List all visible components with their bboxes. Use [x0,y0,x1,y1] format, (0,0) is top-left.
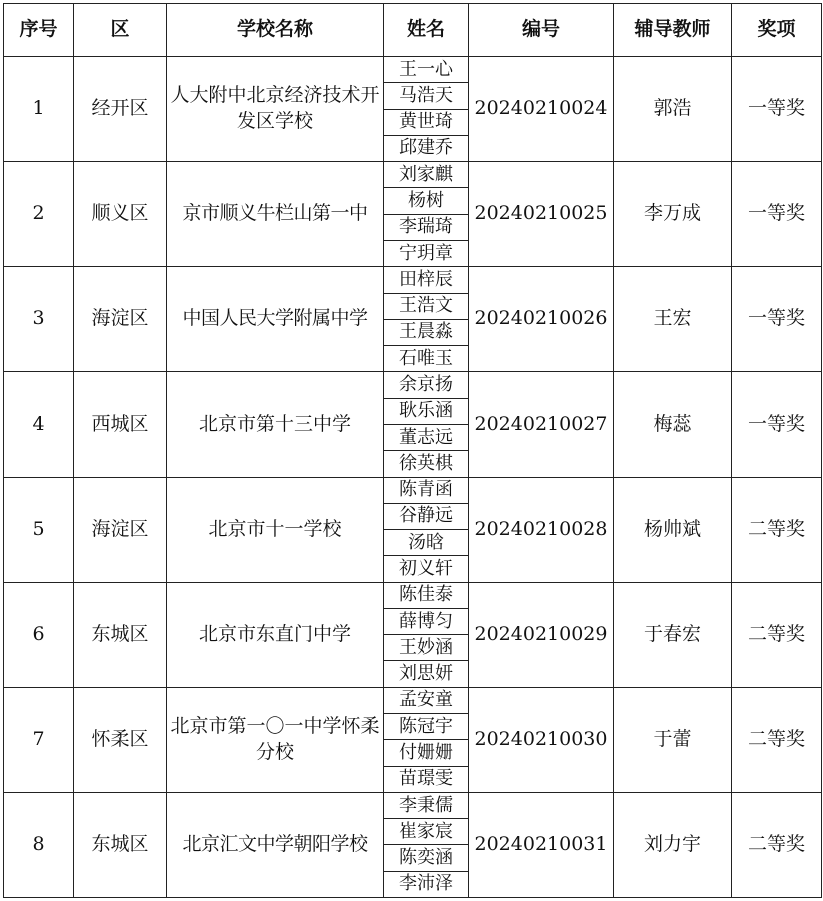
row-teacher: 杨帅斌 [614,477,732,582]
student-name: 王妙涵 [384,635,468,661]
row-teacher: 梅蕊 [614,372,732,477]
row-names [384,687,469,792]
row-code: 20240210026 [469,267,614,372]
table-row [4,372,822,477]
table-row [4,792,822,897]
row-teacher: 王宏 [614,267,732,372]
row-district: 海淀区 [74,477,167,582]
row-index: 2 [4,162,74,267]
row-code: 20240210025 [469,162,614,267]
student-name: 余京扬 [384,372,468,398]
header-award: 奖项 [732,4,822,57]
student-name: 刘家麒 [384,162,468,188]
row-code: 20240210029 [469,582,614,687]
row-award: 二等奖 [732,582,822,687]
header-code: 编号 [469,4,614,57]
student-name: 李秉儒 [384,793,468,819]
table-row [4,582,822,687]
row-district: 西城区 [74,372,167,477]
student-name: 李瑞琦 [384,215,468,241]
student-name: 邱建乔 [399,137,453,159]
row-district: 海淀区 [74,267,167,372]
student-name: 徐英棋 [399,452,453,474]
student-name: 陈奕涵 [384,845,468,871]
student-name: 马浩天 [384,83,468,109]
row-index: 8 [4,792,74,897]
row-names [384,582,469,687]
row-district: 东城区 [74,792,167,897]
table-row [4,57,822,162]
header-teacher: 辅导教师 [614,4,732,57]
row-teacher: 于春宏 [614,582,732,687]
row-award: 一等奖 [732,267,822,372]
student-name: 王浩文 [384,294,468,320]
row-school: 中国人民大学附属中学 [167,267,384,372]
student-name: 苗璟雯 [399,768,453,790]
row-award: 二等奖 [732,477,822,582]
table-row [4,267,822,372]
row-names [384,372,469,477]
row-code: 20240210030 [469,687,614,792]
header-district: 区 [74,4,167,57]
student-name: 陈佳泰 [384,583,468,609]
student-name: 薛博匀 [384,609,468,635]
row-school: 北京汇文中学朝阳学校 [167,792,384,897]
row-code: 20240210024 [469,57,614,162]
row-index: 6 [4,582,74,687]
row-teacher: 于蕾 [614,687,732,792]
row-index: 5 [4,477,74,582]
row-code: 20240210028 [469,477,614,582]
row-school: 北京市十一学校 [167,477,384,582]
table-row [4,162,822,267]
row-award: 二等奖 [732,687,822,792]
row-teacher: 郭浩 [614,57,732,162]
student-name: 刘思妍 [399,663,453,685]
row-index: 7 [4,687,74,792]
row-index: 1 [4,57,74,162]
student-name: 李沛泽 [399,873,453,895]
row-names [384,267,469,372]
row-code: 20240210027 [469,372,614,477]
row-school: 京市顺义牛栏山第一中 [167,162,384,267]
row-school: 北京市第一〇一中学怀柔分校 [167,687,384,792]
student-name: 陈冠宇 [384,714,468,740]
awards-table [3,3,822,898]
row-district: 怀柔区 [74,687,167,792]
student-name: 宁玥章 [399,242,453,264]
student-name: 董志远 [384,425,468,451]
row-names [384,477,469,582]
row-award: 二等奖 [732,792,822,897]
row-school: 北京市第十三中学 [167,372,384,477]
header-row [4,4,822,57]
row-index: 3 [4,267,74,372]
row-names [384,57,469,162]
row-school: 人大附中北京经济技术开发区学校 [167,57,384,162]
row-district: 顺义区 [74,162,167,267]
row-district: 经开区 [74,57,167,162]
student-name: 杨树 [384,188,468,214]
student-name: 王晨淼 [384,320,468,346]
row-teacher: 李万成 [614,162,732,267]
row-award: 一等奖 [732,162,822,267]
row-teacher: 刘力宇 [614,792,732,897]
student-name: 初义轩 [399,557,453,579]
student-name: 崔家宸 [384,819,468,845]
student-name: 耿乐涵 [384,399,468,425]
student-name: 田梓辰 [384,267,468,293]
student-name: 汤晗 [384,530,468,556]
student-name: 石唯玉 [399,347,453,369]
header-school: 学校名称 [167,4,384,57]
student-name: 付姗姗 [384,740,468,766]
row-names [384,162,469,267]
student-name: 谷静远 [384,504,468,530]
student-name: 王一心 [384,57,468,83]
table-row [4,477,822,582]
table-row [4,687,822,792]
student-name: 黄世琦 [384,110,468,136]
header-names: 姓名 [384,4,469,57]
student-name: 孟安童 [384,688,468,714]
student-name: 陈青函 [384,478,468,504]
row-district: 东城区 [74,582,167,687]
row-code: 20240210031 [469,792,614,897]
row-school: 北京市东直门中学 [167,582,384,687]
header-index: 序号 [4,4,74,57]
row-names [384,792,469,897]
row-index: 4 [4,372,74,477]
row-award: 一等奖 [732,57,822,162]
row-award: 一等奖 [732,372,822,477]
